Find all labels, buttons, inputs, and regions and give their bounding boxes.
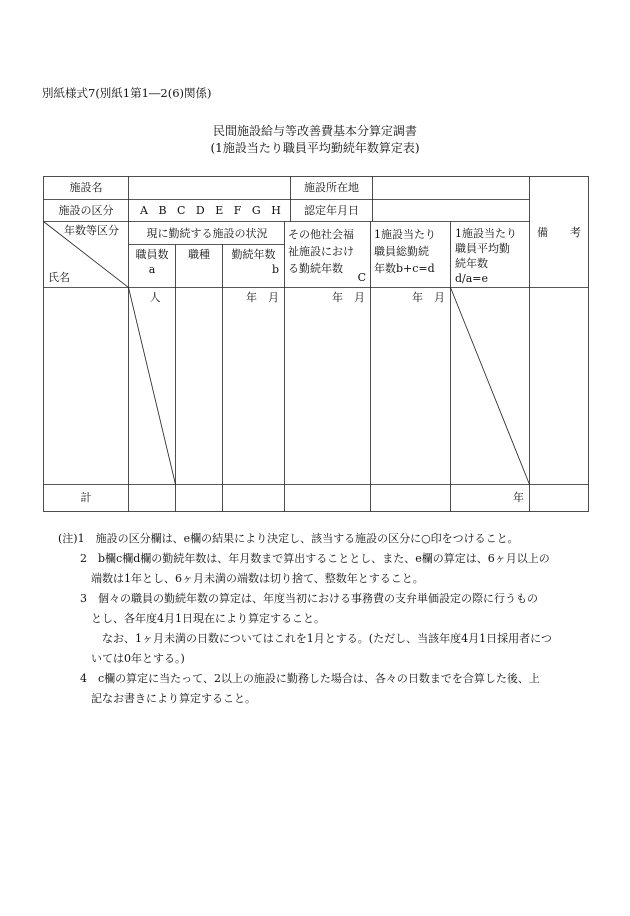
note-line: 3 個々の職員の勤続年数の算定は、年度当初における事務費の支弁単価設定の際に行うもの (80, 592, 538, 605)
total-label: 計 (80, 491, 92, 504)
note-line: いては0年とする。) (91, 652, 185, 665)
unit-person: 人 (149, 291, 161, 304)
note-line: 4 c欄の算定に当たって、2以上の施設に勤務した場合は、各々の日数までを合算した後、上 (80, 672, 540, 685)
unit-year: 年 (513, 491, 524, 504)
facility-location-label: 施設所在地 (304, 181, 359, 194)
average-years-line2: 職員平均勤 (455, 242, 510, 255)
total-years-line2: 職員総勤続 (374, 245, 429, 258)
staff-count-label: 職員数 (135, 248, 169, 261)
total-years-label (374, 226, 436, 277)
other-facility-line3: る勤続年数 (288, 262, 343, 275)
service-years-label: 勤続年数 (231, 248, 276, 261)
document-title: 民間施設給与等改善費基本分算定調書 (212, 124, 417, 138)
average-years-line3: 続年数 (455, 257, 488, 270)
unit-year-month-c: 年 月 (332, 291, 365, 304)
note-line: なお、1ヶ月未満の日数についてはこれを1月とする。(ただし、当該年度4月1日採用者につ (102, 632, 552, 645)
unit-year-month-d: 年 月 (412, 291, 445, 304)
current-status-header: 現に勤続する施設の状況 (146, 227, 268, 240)
form-id: 別紙様式7(別紙1第1―2(6)関係) (42, 86, 212, 100)
unit-year-month-b: 年 月 (246, 291, 279, 304)
note-line: (注)1 施設の区分欄は、e欄の結果により決定し、該当する施設の区分に○印をつけること。 (58, 532, 519, 545)
remarks-label: 備 考 (537, 226, 581, 239)
facility-name-label: 施設名 (69, 181, 103, 194)
average-years-label (455, 226, 517, 286)
other-facility-line2: 祉施設におけ (288, 245, 354, 258)
note-line: とし、各年度4月1日現在により算定すること。 (91, 612, 325, 625)
approval-date-label: 認定年月日 (304, 204, 359, 217)
name-label: 氏名 (48, 271, 70, 284)
other-facility-years-label (288, 226, 354, 277)
years-category-label: 年数等区分 (64, 224, 119, 237)
total-years-line1: 1施設当たり (374, 228, 436, 241)
note-line: 2 b欄c欄d欄の勤続年数は、年月数まで算出することとし、また、e欄の算定は、6ヶ月以上の (80, 552, 550, 565)
average-years-line4: d/a=e (455, 272, 489, 285)
service-years-letter: b (271, 263, 279, 276)
staff-count-letter: a (148, 263, 156, 276)
other-facility-line1: その他社会福 (288, 228, 354, 241)
facility-category-label: 施設の区分 (58, 204, 114, 217)
total-years-line3: 年数b+c=d (374, 262, 435, 275)
note-line: 端数は1年とし、6ヶ月未満の端数は切り捨て、整数年とすること。 (91, 572, 424, 585)
average-years-line1: 1施設当たり (455, 227, 517, 240)
job-type-label: 職種 (188, 248, 210, 261)
document-subtitle: (1施設当たり職員平均勤続年数算定表) (210, 141, 420, 155)
note-line: 記なお書きにより算定すること。 (91, 692, 256, 705)
facility-categories: A B C D E F G H (140, 204, 281, 217)
other-facility-letter: C (357, 271, 366, 284)
